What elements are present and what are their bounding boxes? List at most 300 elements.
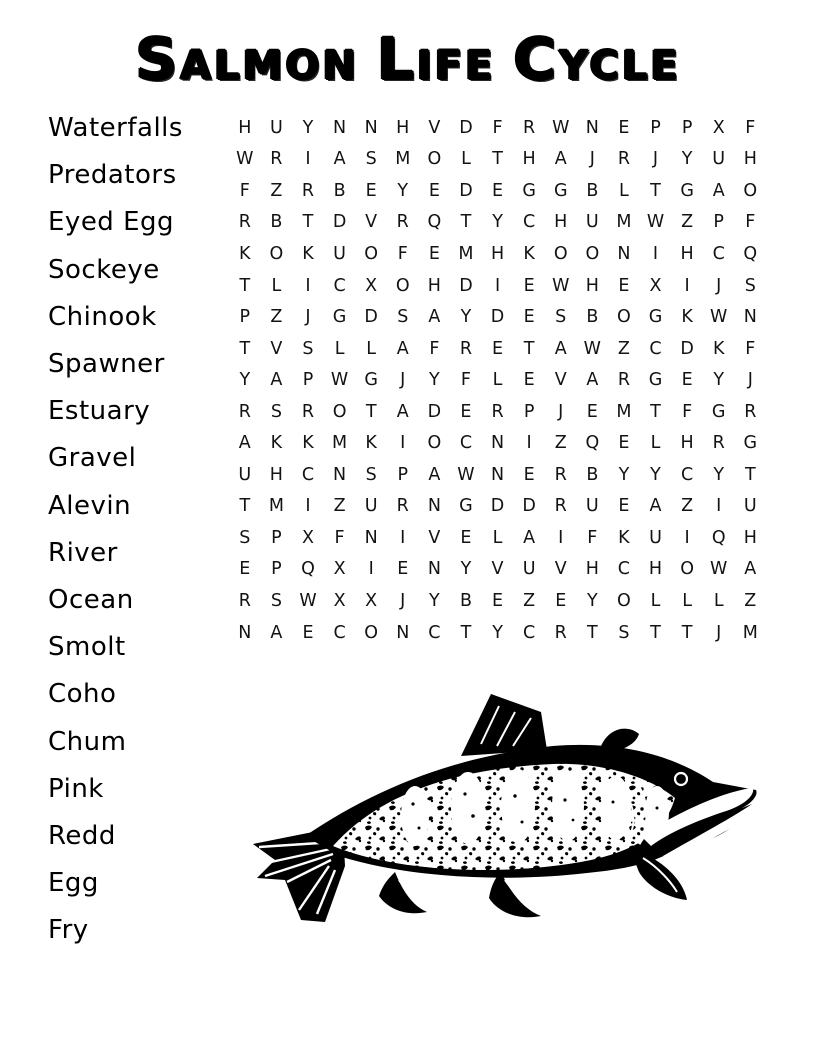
grid-letter: O (332, 401, 347, 422)
grid-letter: Z (744, 590, 757, 611)
grid-letter: E (397, 559, 409, 580)
grid-letter: E (428, 180, 440, 201)
grid-letter: A (238, 433, 251, 454)
grid-letter: B (333, 180, 346, 201)
grid-letter: O (427, 433, 442, 454)
grid-letter: E (492, 590, 504, 611)
grid-letter: X (649, 275, 662, 296)
grid-letter: E (523, 464, 535, 485)
grid-letter: Z (681, 496, 694, 517)
grid-letter: A (428, 307, 441, 328)
word-list-item: Redd (48, 821, 116, 852)
grid-letter: T (460, 212, 472, 233)
grid-letter: H (238, 117, 252, 138)
grid-letter: X (365, 590, 378, 611)
grid-letter: E (460, 527, 472, 548)
word-list-item: Waterfalls (48, 113, 183, 143)
grid-letter: R (238, 212, 251, 233)
grid-letter: B (586, 464, 599, 485)
grid-letter: N (333, 117, 347, 138)
grid-letter: D (522, 496, 536, 517)
grid-letter: K (302, 433, 314, 454)
grid-letter: V (365, 212, 378, 233)
grid-letter: V (554, 370, 567, 391)
grid-letter: J (400, 370, 406, 391)
grid-letter: N (364, 117, 378, 138)
grid-letter: O (395, 275, 410, 296)
grid-letter: T (744, 464, 756, 485)
grid-letter: E (239, 559, 251, 580)
grid-letter: R (554, 496, 567, 517)
grid-letter: W (552, 275, 570, 296)
grid-letter: L (461, 149, 471, 170)
grid-letter: W (299, 590, 317, 611)
grid-letter: U (585, 496, 599, 517)
grid-letter: X (301, 527, 314, 548)
grid-letter: Y (460, 559, 472, 580)
grid-letter: M (332, 433, 348, 454)
grid-letter: J (716, 275, 722, 296)
grid-letter: M (616, 401, 632, 422)
grid-letter: N (743, 307, 757, 328)
grid-letter: I (494, 275, 501, 296)
grid-letter: E (523, 370, 535, 391)
grid-letter: V (428, 527, 441, 548)
grid-letter: S (302, 338, 314, 359)
grid-letter: G (711, 401, 726, 422)
grid-letter: D (680, 338, 694, 359)
grid-letter: R (459, 338, 473, 359)
grid-letter: I (400, 433, 406, 454)
grid-letter: M (395, 149, 411, 170)
grid-letter: Y (586, 590, 598, 611)
grid-letter: F (682, 401, 693, 422)
grid-letter: N (396, 622, 410, 643)
grid-letter: O (364, 243, 379, 264)
grid-letter: L (492, 370, 503, 391)
grid-letter: Y (618, 464, 630, 485)
grid-letter: E (523, 275, 535, 296)
grid-letter: N (491, 464, 505, 485)
grid-letter: R (396, 496, 409, 517)
grid-letter: W (710, 559, 728, 580)
grid-letter: T (681, 622, 693, 643)
grid-letter: G (459, 496, 473, 517)
grid-letter: E (523, 307, 535, 328)
grid-letter: K (270, 433, 283, 454)
grid-letter: H (743, 527, 757, 548)
grid-letter: I (305, 275, 311, 296)
grid-letter: E (618, 117, 630, 138)
title-word: LIFE (376, 25, 496, 93)
grid-letter: X (365, 275, 378, 296)
grid-letter: W (552, 117, 570, 138)
grid-letter: S (555, 307, 567, 328)
grid-letter: O (743, 180, 758, 201)
grid-letter: R (712, 433, 725, 454)
grid-letter: L (366, 338, 377, 359)
pelvic-fin (489, 872, 541, 917)
grid-letter: J (747, 370, 753, 391)
salmon-drawing (243, 683, 763, 925)
grid-letter: L (650, 590, 661, 611)
grid-letter: Z (554, 433, 567, 454)
grid-letter: G (553, 180, 568, 201)
grid-letter: F (334, 527, 345, 548)
grid-letter: E (618, 496, 630, 517)
grid-letter: R (744, 401, 757, 422)
grid-letter: U (585, 212, 599, 233)
grid-letter: K (712, 338, 725, 359)
word-list-item: Ocean (48, 585, 134, 616)
grid-letter: T (239, 275, 251, 296)
word-list-item: River (48, 537, 118, 568)
grid-letter: X (712, 117, 725, 138)
grid-letter: T (365, 401, 377, 422)
grid-letter: H (427, 275, 441, 296)
grid-letter: N (617, 243, 631, 264)
grid-letter: P (271, 527, 282, 548)
grid-letter: E (302, 622, 314, 643)
grid-letter: V (270, 338, 283, 359)
grid-letter: K (365, 433, 377, 454)
grid-letter: B (270, 212, 283, 233)
grid-letter: S (365, 149, 377, 170)
grid-letter: T (239, 338, 251, 359)
grid-letter: U (649, 527, 662, 548)
grid-letter: I (368, 559, 374, 580)
grid-letter: U (712, 149, 726, 170)
grid-letter: S (397, 307, 409, 328)
grid-letter: L (713, 590, 724, 611)
word-list-item: Chum (48, 726, 127, 757)
grid-letter: H (554, 212, 568, 233)
grid-letter: A (396, 338, 409, 359)
grid-letter: Y (713, 464, 725, 485)
grid-letter: A (744, 559, 757, 580)
grid-letter: O (585, 243, 600, 264)
grid-letter: Q (585, 433, 600, 454)
grid-letter: L (271, 275, 282, 296)
grid-letter: P (681, 117, 693, 138)
grid-letter: O (427, 149, 442, 170)
grid-letter: O (269, 243, 284, 264)
grid-letter: A (396, 401, 409, 422)
grid-letter: V (554, 559, 567, 580)
grid-letter: Z (270, 307, 283, 328)
grid-letter: S (270, 590, 282, 611)
grid-letter: J (400, 590, 406, 611)
grid-letter: R (554, 464, 567, 485)
grid-letter: A (554, 149, 567, 170)
grid-letter: R (617, 370, 630, 391)
grid-letter: B (459, 590, 472, 611)
grid-letter: W (710, 307, 728, 328)
grid-letter: W (236, 149, 254, 170)
grid-letter: R (491, 401, 504, 422)
grid-letter: B (586, 307, 599, 328)
grid-letter: Y (397, 180, 409, 201)
grid-letter: Z (270, 180, 283, 201)
grid-letter: R (301, 401, 315, 422)
grid-letter: A (270, 622, 283, 643)
grid-letter: O (617, 307, 631, 328)
grid-letter: H (396, 117, 410, 138)
letter-grid (229, 112, 766, 648)
grid-letter: L (650, 433, 661, 454)
grid-letter: X (333, 559, 346, 580)
grid-letter: H (743, 149, 757, 170)
grid-letter: W (457, 464, 475, 485)
grid-letter: H (269, 464, 283, 485)
grid-letter: Y (492, 212, 503, 233)
word-list-item: Estuary (48, 396, 151, 427)
grid-letter: U (269, 117, 283, 138)
word-list (48, 105, 183, 955)
grid-letter: V (491, 559, 504, 580)
grid-letter: S (618, 622, 630, 643)
grid-letter: G (522, 180, 536, 201)
grid-letter: D (427, 401, 442, 422)
anal-fin (379, 872, 427, 913)
grid-letter: T (586, 622, 598, 643)
grid-letter: I (684, 527, 690, 548)
grid-letter: F (397, 243, 408, 264)
grid-letter: P (650, 117, 661, 138)
grid-letter: E (492, 180, 504, 201)
grid-letter: Y (302, 117, 314, 138)
word-list-item: Smolt (48, 632, 126, 663)
grid-letter: H (680, 243, 694, 264)
grid-letter: D (332, 212, 347, 233)
grid-letter: H (522, 149, 536, 170)
grid-letter: C (680, 464, 694, 485)
grid-letter: H (490, 243, 505, 264)
grid-letter: Q (427, 212, 442, 233)
grid-letter: F (460, 370, 471, 391)
grid-letter: A (712, 180, 725, 201)
grid-letter: F (745, 117, 756, 138)
grid-letter: F (745, 212, 756, 233)
grid-letter: Y (650, 464, 661, 485)
title-word: SALMON (135, 25, 359, 93)
dorsal-fin (461, 694, 547, 756)
grid-letter: G (648, 307, 663, 328)
grid-letter: T (239, 496, 251, 517)
grid-letter: Z (617, 338, 630, 359)
grid-letter: N (427, 496, 441, 517)
grid-letter: X (333, 590, 346, 611)
grid-letter: C (301, 464, 315, 485)
grid-letter: T (650, 622, 661, 643)
grid-letter: E (681, 370, 693, 391)
grid-letter: T (650, 180, 661, 201)
grid-letter: D (364, 307, 378, 328)
grid-letter: T (492, 149, 503, 170)
grid-letter: L (619, 180, 629, 201)
grid-letter: A (428, 464, 441, 485)
grid-letter: Z (333, 496, 346, 517)
grid-letter: S (239, 527, 251, 548)
word-list-item: Chinook (48, 301, 157, 332)
grid-letter: R (523, 117, 536, 138)
grid-letter: H (680, 433, 694, 454)
grid-letter: K (239, 243, 251, 264)
grid-letter: Z (681, 212, 694, 233)
grid-letter: J (558, 401, 564, 422)
grid-letter: I (305, 149, 311, 170)
grid-letter: U (238, 464, 252, 485)
grid-letter: R (617, 149, 630, 170)
grid-letter: G (364, 370, 378, 391)
grid-letter: Y (492, 622, 503, 643)
grid-letter: V (428, 117, 441, 138)
grid-letter: E (618, 433, 630, 454)
grid-letter: H (585, 559, 599, 580)
grid-letter: D (490, 496, 505, 517)
grid-letter: K (302, 243, 314, 264)
grid-letter: B (586, 180, 599, 201)
grid-letter: N (491, 433, 505, 454)
grid-letter: G (743, 433, 758, 454)
grid-letter: R (301, 180, 315, 201)
grid-letter: P (523, 401, 535, 422)
grid-letter: F (429, 338, 440, 359)
grid-letter: D (490, 307, 505, 328)
grid-letter: J (716, 622, 722, 643)
grid-letter: S (365, 464, 377, 485)
grid-letter: D (459, 275, 473, 296)
grid-letter: R (238, 401, 251, 422)
grid-letter: R (396, 212, 409, 233)
grid-letter: I (652, 243, 659, 264)
grid-letter: U (333, 243, 346, 264)
grid-letter: E (492, 338, 504, 359)
word-list-item: Eyed Egg (48, 207, 175, 238)
grid-letter: J (305, 307, 311, 328)
grid-letter: C (649, 338, 662, 359)
grid-letter: F (745, 338, 756, 359)
grid-letter: R (270, 149, 283, 170)
grid-letter: T (460, 622, 472, 643)
grid-letter: C (617, 559, 631, 580)
grid-letter: G (332, 307, 347, 328)
grid-letter: Y (713, 370, 725, 391)
grid-letter: M (268, 496, 284, 517)
grid-letter: O (364, 622, 379, 643)
grid-letter: I (526, 433, 532, 454)
grid-letter: Q (743, 243, 758, 264)
grid-letter: A (523, 527, 536, 548)
grid-letter: S (270, 401, 282, 422)
grid-letter: U (364, 496, 378, 517)
grid-letter: Y (460, 307, 472, 328)
grid-letter: O (680, 559, 694, 580)
grid-letter: Z (523, 590, 536, 611)
grid-letter: G (648, 370, 663, 391)
grid-letter: C (712, 243, 725, 264)
word-list-item: Alevin (48, 490, 132, 521)
grid-letter: M (742, 622, 758, 643)
grid-letter: N (333, 464, 347, 485)
grid-letter: F (492, 117, 503, 138)
grid-letter: E (618, 275, 630, 296)
title-word: CYCLE (513, 25, 681, 93)
grid-letter: P (302, 370, 314, 391)
grid-letter: H (585, 275, 599, 296)
grid-letter: M (616, 212, 632, 233)
grid-letter: Q (301, 559, 315, 580)
grid-letter: A (333, 149, 346, 170)
grid-letter: O (617, 590, 631, 611)
grid-letter: O (553, 243, 568, 264)
grid-letter: L (492, 527, 503, 548)
grid-letter: N (585, 117, 599, 138)
grid-letter: D (459, 180, 473, 201)
grid-letter: M (458, 243, 474, 264)
word-list-item: Fry (48, 915, 89, 946)
grid-letter: S (744, 275, 756, 296)
grid-letter: C (333, 275, 346, 296)
grid-letter: Y (429, 370, 440, 391)
grid-letter: Y (429, 590, 440, 611)
grid-letter: E (586, 401, 598, 422)
page-title (0, 25, 816, 97)
grid-letter: E (460, 401, 472, 422)
grid-letter: I (684, 275, 690, 296)
grid-letter: R (238, 590, 251, 611)
grid-letter: E (428, 243, 440, 264)
grid-letter: F (239, 180, 250, 201)
grid-letter: E (365, 180, 377, 201)
grid-letter: T (302, 212, 314, 233)
grid-letter: J (589, 149, 595, 170)
grid-letter: A (586, 370, 599, 391)
grid-letter: C (523, 212, 536, 233)
word-list-item: Predators (48, 160, 177, 191)
word-list-item: Egg (48, 868, 99, 899)
grid-letter: C (428, 622, 441, 643)
grid-letter: P (239, 307, 251, 328)
salmon-illustration (243, 683, 763, 925)
grid-letter: C (333, 622, 346, 643)
grid-letter: H (648, 559, 663, 580)
grid-letter: T (523, 338, 535, 359)
grid-letter: P (397, 464, 409, 485)
word-list-item: Pink (48, 773, 104, 804)
grid-letter: Y (681, 149, 693, 170)
grid-letter: Q (711, 527, 726, 548)
grid-letter: D (459, 117, 473, 138)
grid-letter: K (681, 307, 693, 328)
grid-letter: W (646, 212, 665, 233)
word-list-item: Spawner (48, 349, 165, 380)
word-list-item: Gravel (48, 443, 137, 474)
grid-letter: N (238, 622, 252, 643)
grid-letter: A (270, 370, 283, 391)
word-list-item: Sockeye (48, 254, 160, 285)
grid-letter: A (554, 338, 567, 359)
grid-letter: J (652, 149, 659, 170)
grid-letter: W (583, 338, 601, 359)
grid-letter: T (650, 401, 661, 422)
grid-letter: I (558, 527, 564, 548)
grid-letter: A (649, 496, 662, 517)
word-list-item: Coho (48, 679, 117, 710)
grid-letter: W (330, 370, 349, 391)
grid-letter: L (682, 590, 692, 611)
grid-letter: P (713, 212, 724, 233)
